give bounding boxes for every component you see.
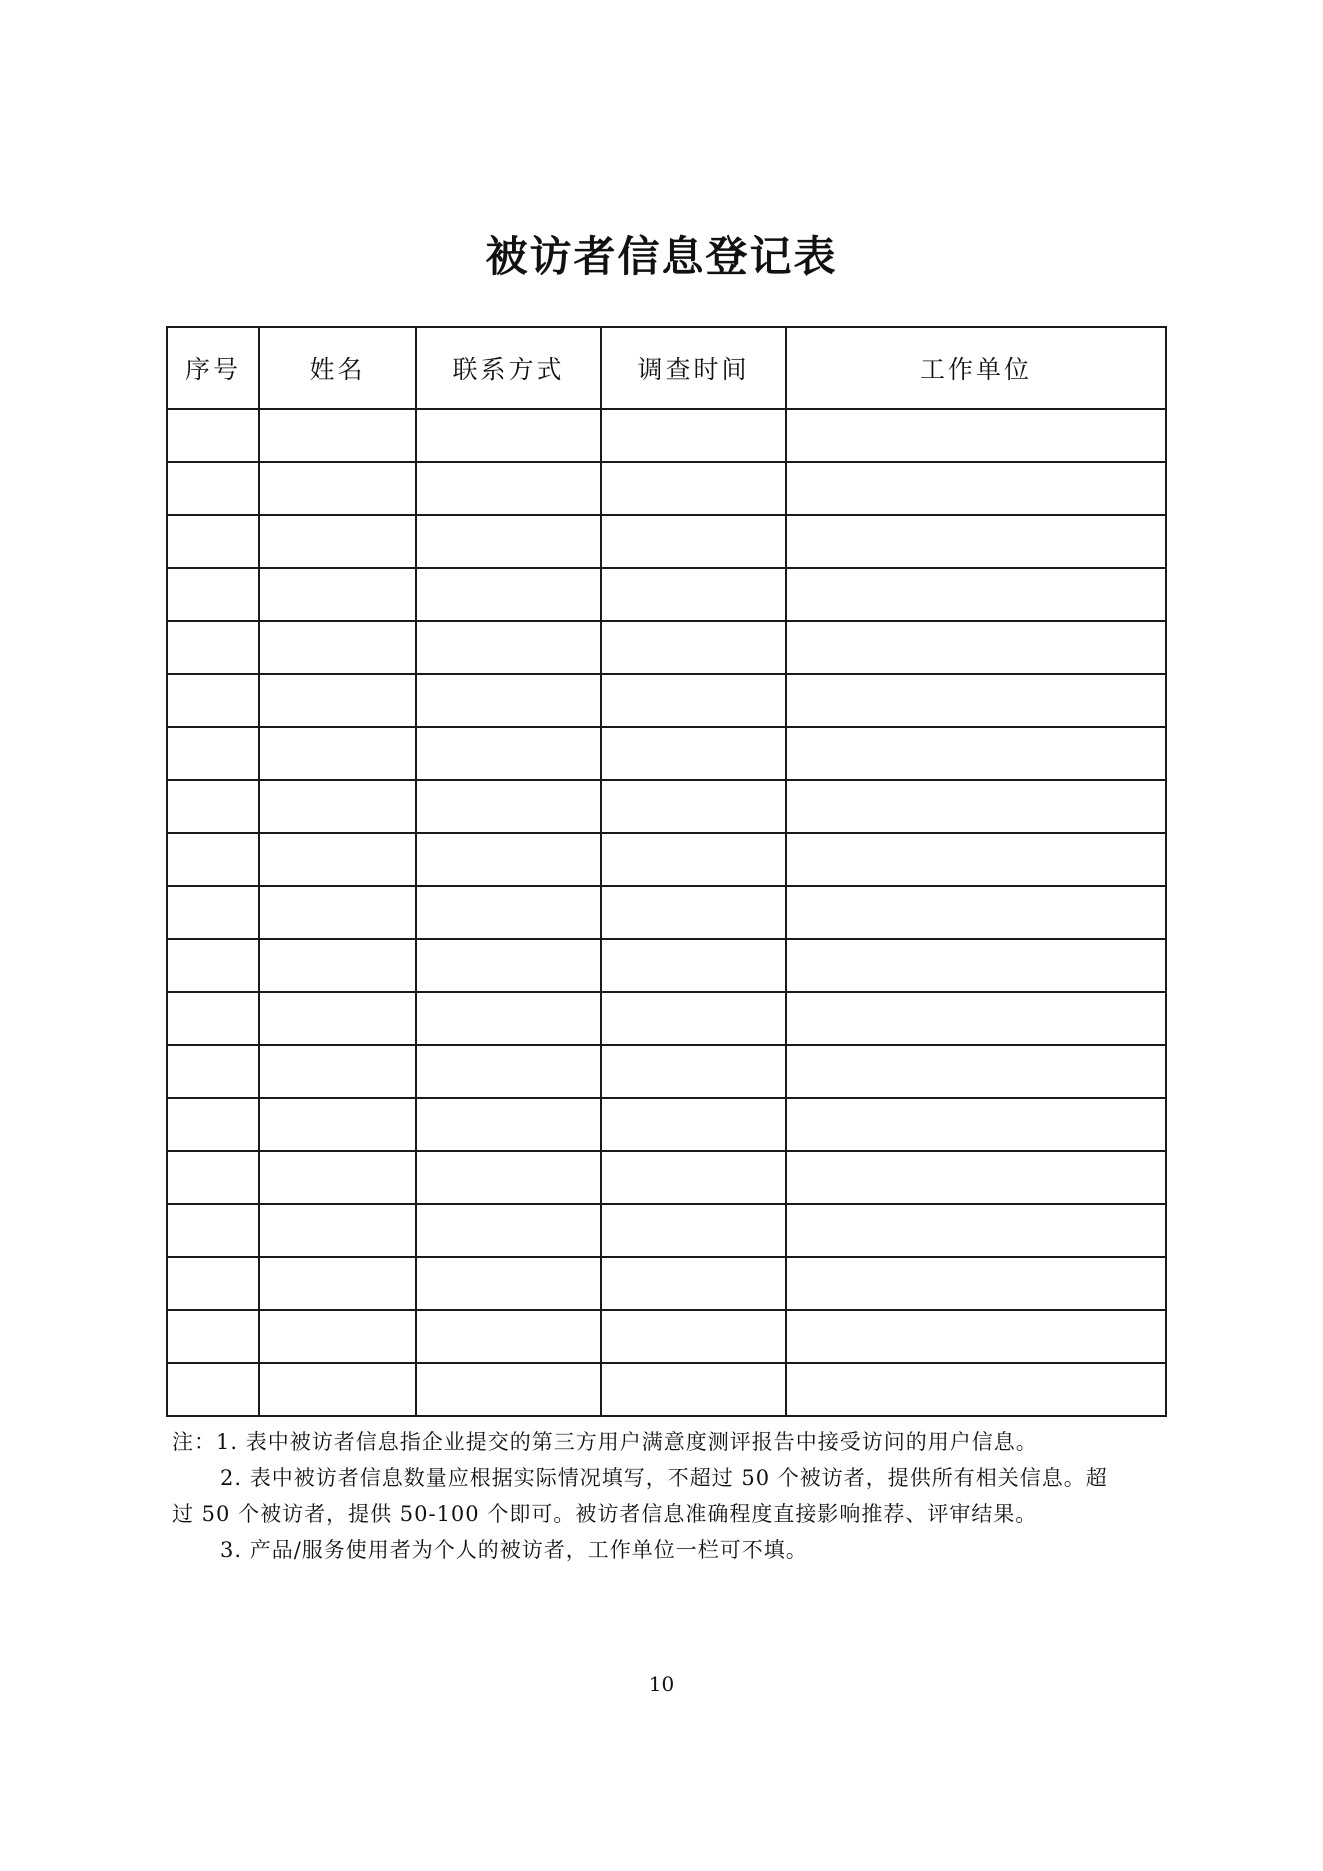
table-row: [167, 727, 1166, 780]
table-row: [167, 1363, 1166, 1416]
serial-number-cell[interactable]: [167, 1151, 259, 1204]
serial-number-cell[interactable]: [167, 939, 259, 992]
survey-time-cell[interactable]: [601, 1204, 786, 1257]
survey-time-cell[interactable]: [601, 1098, 786, 1151]
table-row: [167, 1151, 1166, 1204]
serial-number-cell[interactable]: [167, 1310, 259, 1363]
contact-cell[interactable]: [416, 1098, 601, 1151]
header-contact: 联系方式: [416, 327, 601, 409]
name-cell[interactable]: [259, 1151, 416, 1204]
work-unit-cell[interactable]: [786, 833, 1166, 886]
survey-time-cell[interactable]: [601, 939, 786, 992]
name-cell[interactable]: [259, 992, 416, 1045]
name-cell[interactable]: [259, 462, 416, 515]
name-cell[interactable]: [259, 727, 416, 780]
serial-number-cell[interactable]: [167, 780, 259, 833]
contact-cell[interactable]: [416, 1310, 601, 1363]
note-2-line-1: 2. 表中被访者信息数量应根据实际情况填写，不超过 50 个被访者，提供所有相关信息。超: [220, 1466, 1108, 1490]
table-row: [167, 886, 1166, 939]
survey-time-cell[interactable]: [601, 462, 786, 515]
contact-cell[interactable]: [416, 1363, 601, 1416]
work-unit-cell[interactable]: [786, 1204, 1166, 1257]
work-unit-cell[interactable]: [786, 886, 1166, 939]
serial-number-cell[interactable]: [167, 674, 259, 727]
serial-number-cell[interactable]: [167, 568, 259, 621]
work-unit-cell[interactable]: [786, 939, 1166, 992]
contact-cell[interactable]: [416, 568, 601, 621]
name-cell[interactable]: [259, 674, 416, 727]
contact-cell[interactable]: [416, 462, 601, 515]
work-unit-cell[interactable]: [786, 515, 1166, 568]
table-row: [167, 1045, 1166, 1098]
contact-cell[interactable]: [416, 1045, 601, 1098]
serial-number-cell[interactable]: [167, 833, 259, 886]
work-unit-cell[interactable]: [786, 1045, 1166, 1098]
survey-time-cell[interactable]: [601, 1363, 786, 1416]
page-title: 被访者信息登记表: [485, 232, 838, 281]
work-unit-cell[interactable]: [786, 568, 1166, 621]
header-name: 姓名: [259, 327, 416, 409]
table-row: [167, 409, 1166, 462]
notes: [172, 1424, 1172, 1568]
work-unit-cell[interactable]: [786, 1363, 1166, 1416]
serial-number-cell[interactable]: [167, 1363, 259, 1416]
serial-number-cell[interactable]: [167, 727, 259, 780]
survey-time-cell[interactable]: [601, 621, 786, 674]
table-row: [167, 833, 1166, 886]
work-unit-cell[interactable]: [786, 992, 1166, 1045]
contact-cell[interactable]: [416, 939, 601, 992]
work-unit-cell[interactable]: [786, 1151, 1166, 1204]
name-cell[interactable]: [259, 939, 416, 992]
note-2-line-2: 过 50 个被访者，提供 50-100 个即可。被访者信息准确程度直接影响推荐、评审结果。: [172, 1502, 1038, 1526]
name-cell[interactable]: [259, 409, 416, 462]
header-work-unit: 工作单位: [786, 327, 1166, 409]
table-row: [167, 515, 1166, 568]
table-row: [167, 939, 1166, 992]
contact-cell[interactable]: [416, 780, 601, 833]
serial-number-cell[interactable]: [167, 1257, 259, 1310]
table-row: [167, 780, 1166, 833]
survey-time-cell[interactable]: [601, 992, 786, 1045]
name-cell[interactable]: [259, 1204, 416, 1257]
name-cell[interactable]: [259, 1257, 416, 1310]
serial-number-cell[interactable]: [167, 1098, 259, 1151]
survey-time-cell[interactable]: [601, 1310, 786, 1363]
table-row: [167, 621, 1166, 674]
table-row: [167, 1098, 1166, 1151]
survey-time-cell[interactable]: [601, 833, 786, 886]
contact-cell[interactable]: [416, 992, 601, 1045]
name-cell[interactable]: [259, 780, 416, 833]
name-cell[interactable]: [259, 1310, 416, 1363]
serial-number-cell[interactable]: [167, 992, 259, 1045]
name-cell[interactable]: [259, 515, 416, 568]
serial-number-cell[interactable]: [167, 515, 259, 568]
survey-time-cell[interactable]: [601, 780, 786, 833]
page-number: 10: [648, 1672, 675, 1696]
serial-number-cell[interactable]: [167, 1204, 259, 1257]
name-cell[interactable]: [259, 568, 416, 621]
work-unit-cell[interactable]: [786, 674, 1166, 727]
work-unit-cell[interactable]: [786, 780, 1166, 833]
survey-time-cell[interactable]: [601, 674, 786, 727]
name-cell[interactable]: [259, 886, 416, 939]
name-cell[interactable]: [259, 833, 416, 886]
note-1: 注：1. 表中被访者信息指企业提交的第三方用户满意度测评报告中接受访问的用户信息。: [172, 1430, 1038, 1454]
work-unit-cell[interactable]: [786, 1098, 1166, 1151]
contact-cell[interactable]: [416, 833, 601, 886]
header-serial-number: 序号: [167, 327, 259, 409]
registration-table: [166, 326, 1167, 1417]
work-unit-cell[interactable]: [786, 1257, 1166, 1310]
survey-time-cell[interactable]: [601, 1257, 786, 1310]
contact-cell[interactable]: [416, 1257, 601, 1310]
note-3: 3. 产品/服务使用者为个人的被访者，工作单位一栏可不填。: [220, 1538, 808, 1562]
table-row: [167, 992, 1166, 1045]
work-unit-cell[interactable]: [786, 621, 1166, 674]
work-unit-cell[interactable]: [786, 1310, 1166, 1363]
survey-time-cell[interactable]: [601, 409, 786, 462]
work-unit-cell[interactable]: [786, 462, 1166, 515]
survey-time-cell[interactable]: [601, 568, 786, 621]
serial-number-cell[interactable]: [167, 621, 259, 674]
name-cell[interactable]: [259, 1045, 416, 1098]
name-cell[interactable]: [259, 1363, 416, 1416]
serial-number-cell[interactable]: [167, 886, 259, 939]
table-body: [167, 409, 1166, 1416]
table-row: [167, 674, 1166, 727]
contact-cell[interactable]: [416, 886, 601, 939]
table-row: [167, 1257, 1166, 1310]
table-row: [167, 568, 1166, 621]
table-header-row: [167, 327, 1166, 409]
table-row: [167, 462, 1166, 515]
survey-time-cell[interactable]: [601, 1045, 786, 1098]
contact-cell[interactable]: [416, 515, 601, 568]
serial-number-cell[interactable]: [167, 1045, 259, 1098]
survey-time-cell[interactable]: [601, 1151, 786, 1204]
contact-cell[interactable]: [416, 674, 601, 727]
name-cell[interactable]: [259, 621, 416, 674]
header-survey-time: 调查时间: [601, 327, 786, 409]
contact-cell[interactable]: [416, 1204, 601, 1257]
contact-cell[interactable]: [416, 621, 601, 674]
table-row: [167, 1310, 1166, 1363]
contact-cell[interactable]: [416, 409, 601, 462]
contact-cell[interactable]: [416, 1151, 601, 1204]
work-unit-cell[interactable]: [786, 409, 1166, 462]
serial-number-cell[interactable]: [167, 409, 259, 462]
survey-time-cell[interactable]: [601, 886, 786, 939]
survey-time-cell[interactable]: [601, 727, 786, 780]
survey-time-cell[interactable]: [601, 515, 786, 568]
work-unit-cell[interactable]: [786, 727, 1166, 780]
contact-cell[interactable]: [416, 727, 601, 780]
table-row: [167, 1204, 1166, 1257]
name-cell[interactable]: [259, 1098, 416, 1151]
serial-number-cell[interactable]: [167, 462, 259, 515]
